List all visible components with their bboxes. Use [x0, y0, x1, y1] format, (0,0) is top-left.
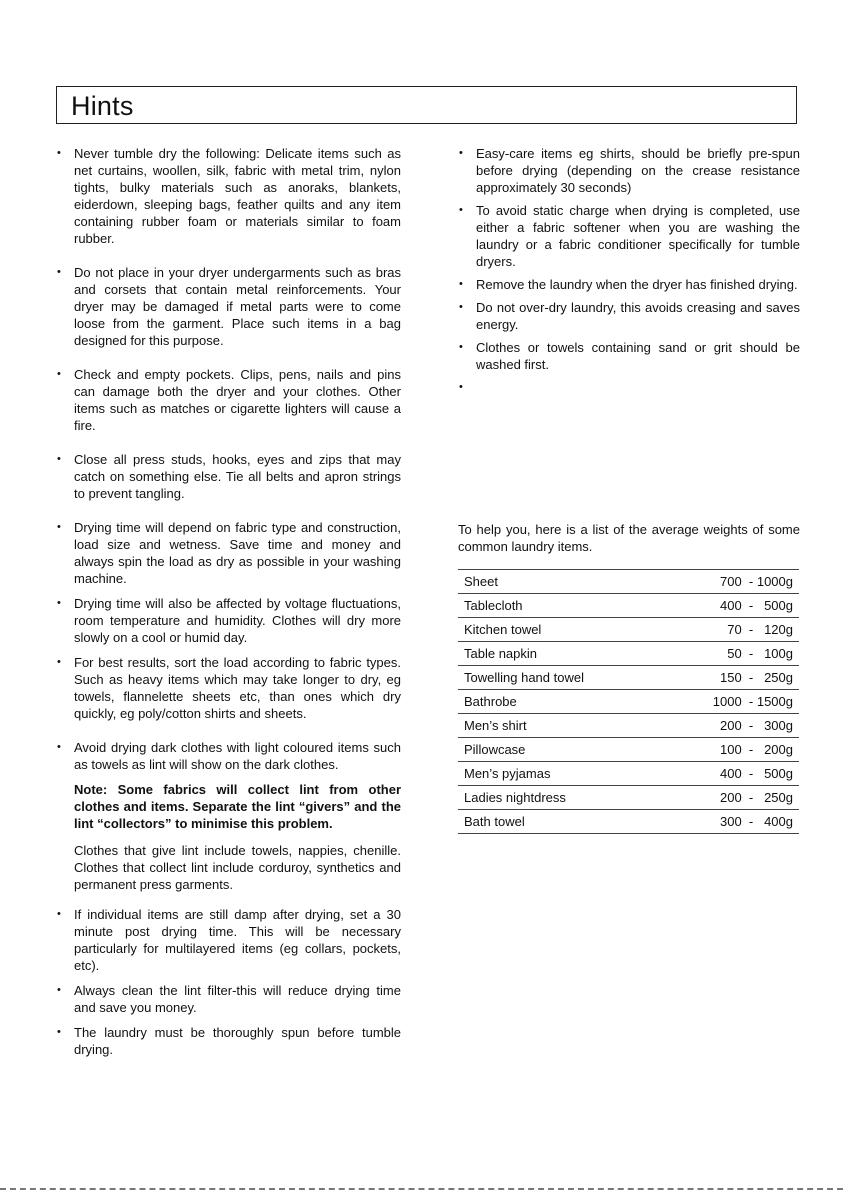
table-row	[458, 714, 799, 738]
table-row	[458, 666, 799, 690]
item-cell: Bathrobe	[458, 690, 659, 714]
hint-item	[56, 451, 401, 502]
hint-item	[458, 276, 800, 293]
item-cell: Tablecloth	[458, 594, 659, 618]
hint-item	[458, 202, 800, 270]
item-cell: Bath towel	[458, 810, 659, 834]
left-column	[56, 145, 401, 1066]
table-row	[458, 786, 799, 810]
weight-cell: 200 - 250g	[659, 786, 799, 810]
item-cell: Sheet	[458, 570, 659, 594]
hint-text: To avoid static charge when drying is completed, use either a fabric softener when you are washing the laundry or a fabric conditioner specifically for tumble dryers.	[476, 203, 800, 269]
hint-list-bottom	[56, 906, 401, 1058]
bullet-icon: •	[57, 266, 61, 278]
hint-text: Drying time will also be affected by voltage fluctuations, room temperature and humidity. Clothes will dry more slowly on a cool or humid day.	[74, 596, 401, 645]
table-row	[458, 690, 799, 714]
hint-text: Clothes or towels containing sand or grit should be washed first.	[476, 340, 800, 372]
weight-cell: 400 - 500g	[659, 594, 799, 618]
item-cell: Pillowcase	[458, 738, 659, 762]
bullet-icon: •	[57, 1026, 61, 1038]
bullet-icon: •	[459, 341, 463, 353]
hint-item	[56, 654, 401, 722]
hint-text: Easy-care items eg shirts, should be briefly pre-spun before drying (depending on the crease resistance approximately 30 seconds)	[476, 146, 800, 195]
weight-cell: 150 - 250g	[659, 666, 799, 690]
hint-text: Do not over-dry laundry, this avoids creasing and saves energy.	[476, 300, 800, 332]
hint-item	[56, 1024, 401, 1058]
hint-text: Always clean the lint filter-this will reduce drying time and save you money.	[74, 983, 401, 1015]
right-column	[458, 145, 800, 393]
bullet-icon: •	[57, 908, 61, 920]
bullet-icon: •	[57, 741, 61, 753]
bullet-icon: •	[57, 656, 61, 668]
hint-text: Drying time will depend on fabric type and construction, load size and wetness. Save time and money and always spin the load as dry as possible in your washing machine.	[74, 520, 401, 586]
hint-text: Do not place in your dryer undergarments such as bras and corsets that contain metal reinforcements. Your dryer may be damaged if metal parts were to come loose from the garment. Place such items in a bag designed for this purpose.	[74, 265, 401, 348]
hint-text: The laundry must be thoroughly spun before tumble drying.	[74, 1025, 401, 1057]
hint-item	[56, 264, 401, 349]
weight-cell: 100 - 200g	[659, 738, 799, 762]
hint-item	[56, 519, 401, 587]
bullet-icon: •	[57, 984, 61, 996]
hint-text: If individual items are still damp after drying, set a 30 minute post drying time. This will be necessary particularly for multilayered items (eg collars, pockets, etc).	[74, 907, 401, 973]
item-cell: Men’s shirt	[458, 714, 659, 738]
bullet-icon: •	[459, 147, 463, 159]
item-cell: Kitchen towel	[458, 618, 659, 642]
hint-item	[56, 366, 401, 434]
bullet-icon: •	[57, 147, 61, 159]
bullet-icon: •	[57, 521, 61, 533]
item-cell: Ladies nightdress	[458, 786, 659, 810]
hint-text: Avoid drying dark clothes with light coloured items such as towels as lint will show on the dark clothes.	[74, 740, 401, 772]
table-row	[458, 570, 799, 594]
table-row	[458, 642, 799, 666]
bullet-icon: •	[57, 368, 61, 380]
page-bottom-rule	[0, 1188, 843, 1190]
hint-item	[56, 595, 401, 646]
hint-text: Close all press studs, hooks, eyes and zips that may catch on something else. Tie all belts and apron strings to prevent tangling.	[74, 452, 401, 501]
table-row	[458, 594, 799, 618]
weight-cell: 400 - 500g	[659, 762, 799, 786]
weight-cell: 700 - 1000g	[659, 570, 799, 594]
weight-cell: 300 - 400g	[659, 810, 799, 834]
weight-cell: 1000 - 1500g	[659, 690, 799, 714]
hint-item	[56, 739, 401, 773]
hint-item	[56, 982, 401, 1016]
bullet-icon: •	[459, 278, 463, 290]
bullet-icon: •	[459, 204, 463, 216]
hint-text: Remove the laundry when the dryer has finished drying.	[476, 277, 798, 292]
weights-intro: To help you, here is a list of the average weights of some common laundry items.	[458, 522, 800, 554]
hint-text: For best results, sort the load according to fabric types. Such as heavy items which may take longer to dry, eg towels, flannelette sheets etc, than ones which dry quickly, eg poly/cotton shirts and sheets.	[74, 655, 401, 721]
page-title: Hints	[71, 91, 134, 121]
hint-item	[56, 145, 401, 247]
lint-info: Clothes that give lint include towels, nappies, chenille. Clothes that collect lint include corduroy, synthetics and permanent press garments.	[74, 843, 401, 892]
bullet-icon: •	[57, 453, 61, 465]
item-cell: Towelling hand towel	[458, 666, 659, 690]
hint-text: Check and empty pockets. Clips, pens, nails and pins can damage both the dryer and your clothes. Other items such as matches or cigarette lighters will cause a fire.	[74, 367, 401, 433]
weight-cell: 50 - 100g	[659, 642, 799, 666]
hint-item	[458, 339, 800, 373]
item-cell: Table napkin	[458, 642, 659, 666]
hint-item	[458, 299, 800, 333]
item-cell: Men’s pyjamas	[458, 762, 659, 786]
bullet-icon: •	[459, 301, 463, 313]
weight-cell: 70 - 120g	[659, 618, 799, 642]
weight-cell: 200 - 300g	[659, 714, 799, 738]
table-row	[458, 810, 799, 834]
table-row	[458, 618, 799, 642]
bullet-icon: •	[459, 381, 463, 393]
hint-list-right	[458, 145, 800, 393]
hint-item	[458, 145, 800, 196]
table-row	[458, 738, 799, 762]
hint-text: Never tumble dry the following: Delicate items such as net curtains, woollen, silk, fabric with metal trim, nylon tights, bulky materials such as anoraks, blankets, eiderdown, sleeping bags, feather quilts and any item containing rubber foam or materials similar to foam rubber.	[74, 146, 401, 246]
title-box	[56, 86, 797, 124]
bullet-icon: •	[57, 597, 61, 609]
weights-table	[458, 569, 799, 834]
lint-note: Note: Some fabrics will collect lint from other clothes and items. Separate the lint “givers” and the lint “collectors” to minimise this problem.	[74, 782, 401, 831]
hint-item	[56, 906, 401, 974]
hint-list-top	[56, 145, 401, 773]
table-row	[458, 762, 799, 786]
